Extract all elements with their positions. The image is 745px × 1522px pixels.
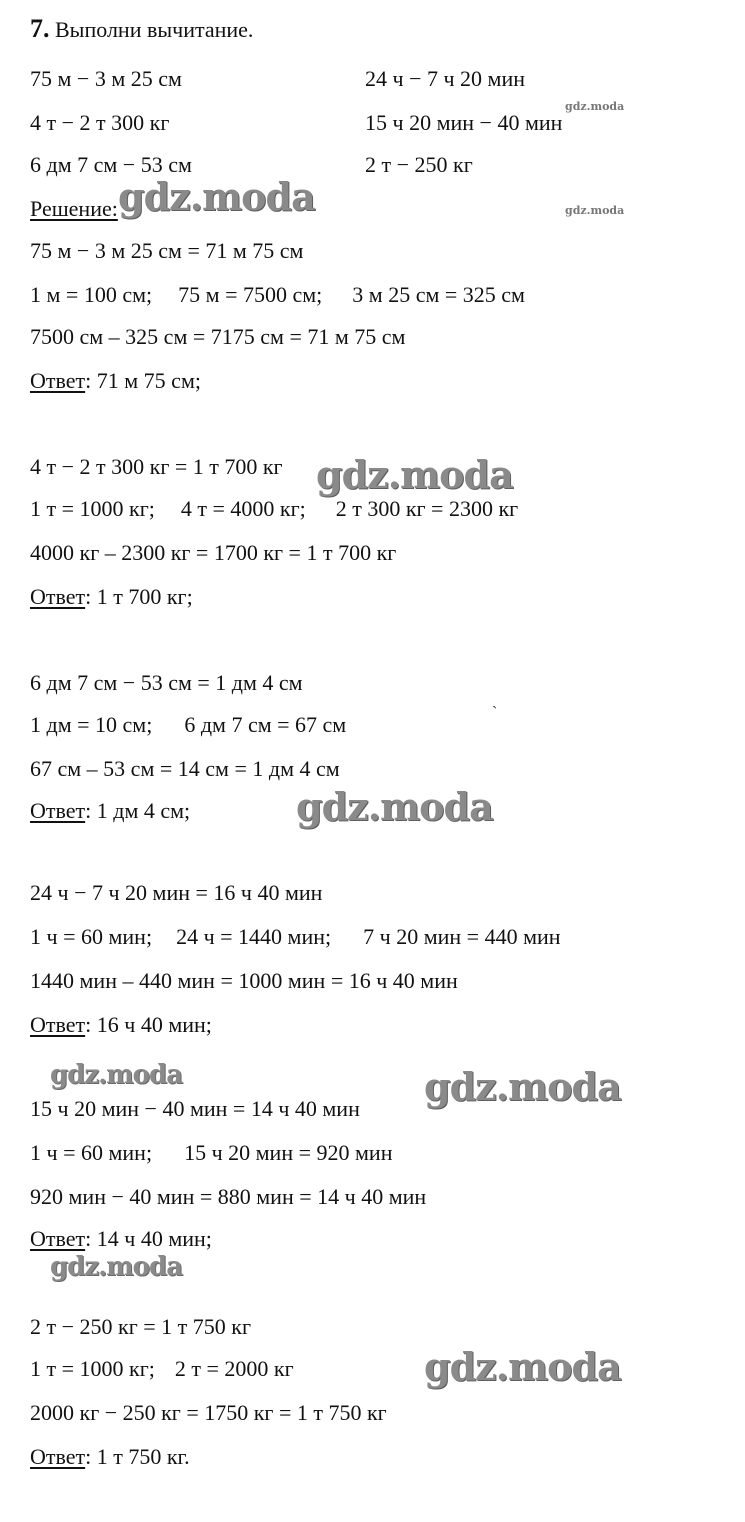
task-item: 75 м − 3 м 25 см [30, 66, 182, 91]
watermark: gdz.moda [296, 784, 493, 829]
answer-value: : 1 дм 4 см; [85, 798, 191, 823]
conversions [30, 496, 518, 522]
conversion: 2 т 300 кг = 2300 кг [335, 496, 519, 521]
equation: 24 ч − 7 ч 20 мин = 16 ч 40 мин [30, 880, 323, 905]
conversion: 15 ч 20 мин = 920 мин [184, 1140, 393, 1165]
conversion: 1 м = 100 см; [30, 282, 153, 307]
calculation: 2000 кг − 250 кг = 1750 кг = 1 т 750 кг [30, 1400, 387, 1425]
answer-label: Ответ [30, 584, 86, 609]
task-item: 4 т − 2 т 300 кг [30, 110, 170, 135]
watermark: gdz.moda [565, 100, 625, 113]
answer-label: Ответ [30, 798, 86, 823]
conversions [30, 1140, 392, 1166]
task-number: 7. [30, 14, 50, 43]
conversion: 1 ч = 60 мин; [30, 924, 153, 949]
task-title: Выполни вычитание. [55, 17, 254, 42]
answer-value: : 16 ч 40 мин; [85, 1012, 212, 1037]
answer-value: : 71 м 75 см; [85, 368, 201, 393]
conversion: 7 ч 20 мин = 440 мин [363, 924, 561, 949]
conversion: 1 т = 1000 кг; [30, 496, 155, 521]
answer [30, 1226, 212, 1252]
task-item: 6 дм 7 см − 53 см [30, 152, 192, 177]
answer [30, 584, 193, 610]
answer [30, 1012, 212, 1038]
answer [30, 798, 190, 824]
conversion: 75 м = 7500 см; [178, 282, 323, 307]
conversion: 2 т = 2000 кг [174, 1356, 294, 1381]
conversions [30, 712, 346, 738]
answer [30, 368, 201, 394]
equation: 75 м − 3 м 25 см = 71 м 75 см [30, 238, 304, 263]
conversion: 3 м 25 см = 325 см [352, 282, 525, 307]
calculation: 7500 см – 325 см = 7175 см = 71 м 75 см [30, 324, 406, 349]
equation: 4 т − 2 т 300 кг = 1 т 700 кг [30, 454, 283, 479]
watermark: gdz.moda [118, 174, 315, 219]
answer-value: : 1 т 750 кг. [85, 1444, 190, 1469]
watermark: gdz.moda [50, 1252, 183, 1282]
calculation: 920 мин − 40 мин = 880 мин = 14 ч 40 мин [30, 1184, 427, 1209]
task-heading [30, 16, 253, 43]
watermark: gdz.moda [316, 452, 513, 497]
conversion: 1 т = 1000 кг; [30, 1356, 155, 1381]
watermark: gdz.moda [565, 204, 625, 217]
calculation: 4000 кг – 2300 кг = 1700 кг = 1 т 700 кг [30, 540, 397, 565]
answer-value: : 1 т 700 кг; [85, 584, 193, 609]
equation: 2 т − 250 кг = 1 т 750 кг [30, 1314, 251, 1339]
task-item: 2 т − 250 кг [365, 152, 473, 177]
conversions [30, 1356, 294, 1382]
answer-label: Ответ [30, 1444, 86, 1469]
equation: 15 ч 20 мин − 40 мин = 14 ч 40 мин [30, 1096, 360, 1121]
watermark: gdz.moda [50, 1060, 183, 1090]
scan-speck: ` [492, 704, 498, 721]
conversion: 1 ч = 60 мин; [30, 1140, 153, 1165]
answer-value: : 14 ч 40 мин; [85, 1226, 212, 1251]
conversions [30, 282, 525, 308]
conversion: 24 ч = 1440 мин; [176, 924, 332, 949]
watermark: gdz.moda [424, 1344, 621, 1389]
conversion: 6 дм 7 см = 67 см [184, 712, 347, 737]
conversions [30, 924, 561, 950]
answer [30, 1444, 190, 1470]
conversion: 1 дм = 10 см; [30, 712, 153, 737]
answer-label: Ответ [30, 1012, 86, 1037]
task-item: 24 ч − 7 ч 20 мин [365, 66, 526, 91]
answer-label: Ответ [30, 368, 86, 393]
task-item: 15 ч 20 мин − 40 мин [365, 110, 563, 135]
conversion: 4 т = 4000 кг; [180, 496, 306, 521]
equation: 6 дм 7 см − 53 см = 1 дм 4 см [30, 670, 303, 695]
calculation: 1440 мин – 440 мин = 1000 мин = 16 ч 40 мин [30, 968, 458, 993]
watermark: gdz.moda [424, 1064, 621, 1109]
answer-label: Ответ [30, 1226, 86, 1251]
solution-label: Решение: [30, 196, 118, 221]
calculation: 67 см – 53 см = 14 см = 1 дм 4 см [30, 756, 340, 781]
